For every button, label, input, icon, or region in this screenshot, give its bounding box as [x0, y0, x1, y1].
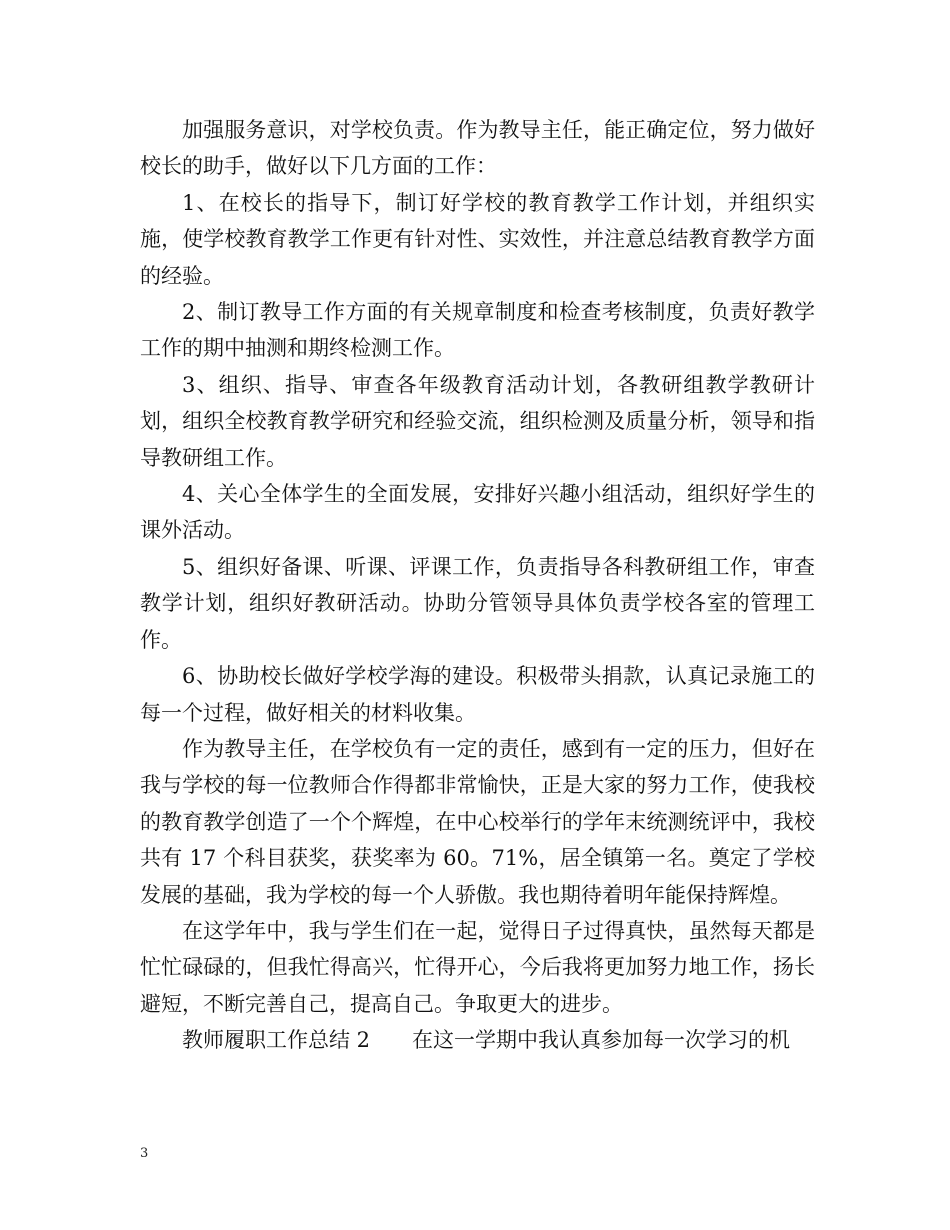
paragraph-item-4: 4、关心全体学生的全面发展，安排好兴趣小组活动，组织好学生的课外活动。 — [140, 482, 815, 543]
paragraph-item-6: 6、协助校长做好学校学海的建设。积极带头捐款，认真记录施工的每一个过程，做好相关的材料收集。 — [140, 664, 815, 725]
document-body — [140, 112, 815, 1059]
paragraph-item-2: 2、制订教导工作方面的有关规章制度和检查考核制度，负责好教学工作的期中抽测和期终检测工作。 — [140, 300, 815, 361]
paragraph-item-3: 3、组织、指导、审查各年级教育活动计划，各教研组教学教研计划，组织全校教育教学研究和经验交流，组织检测及质量分析，领导和指导教研组工作。 — [140, 372, 815, 470]
paragraph-next-section: 教师履职工作总结 2 在这一学期中我认真参加每一次学习的机 — [182, 1028, 791, 1053]
paragraph-intro: 加强服务意识，对学校负责。作为教导主任，能正确定位，努力做好校长的助手，做好以下几方面的工作： — [140, 118, 815, 179]
paragraph-reflection: 作为教导主任，在学校负有一定的责任，感到有一定的压力，但好在我与学校的每一位教师合作得都非常愉快，正是大家的努力工作，使我校的教育教学创造了一个个辉煌，在中心校举行的学年末统测统评中，我校共有 17 个科目获奖，获奖率为 60。71%，居全镇第一名。奠定了学校发展的基础，我为学校的每一个人骄傲。我也期待着明年能保持辉煌。 — [140, 736, 815, 907]
paragraph-conclusion: 在这学年中，我与学生们在一起，觉得日子过得真快，虽然每天都是忙忙碌碌的，但我忙得高兴，忙得开心，今后我将更加努力地工作，扬长避短，不断完善自己，提高自己。争取更大的进步。 — [140, 918, 815, 1016]
page-number: 3 — [140, 1146, 149, 1161]
paragraph-item-1: 1、在校长的指导下，制订好学校的教育教学工作计划，并组织实施，使学校教育教学工作更有针对性、实效性，并注意总结教育教学方面的经验。 — [140, 190, 815, 288]
paragraph-item-5: 5、组织好备课、听课、评课工作，负责指导各科教研组工作，审查教学计划，组织好教研活动。协助分管领导具体负责学校各室的管理工作。 — [140, 554, 815, 652]
